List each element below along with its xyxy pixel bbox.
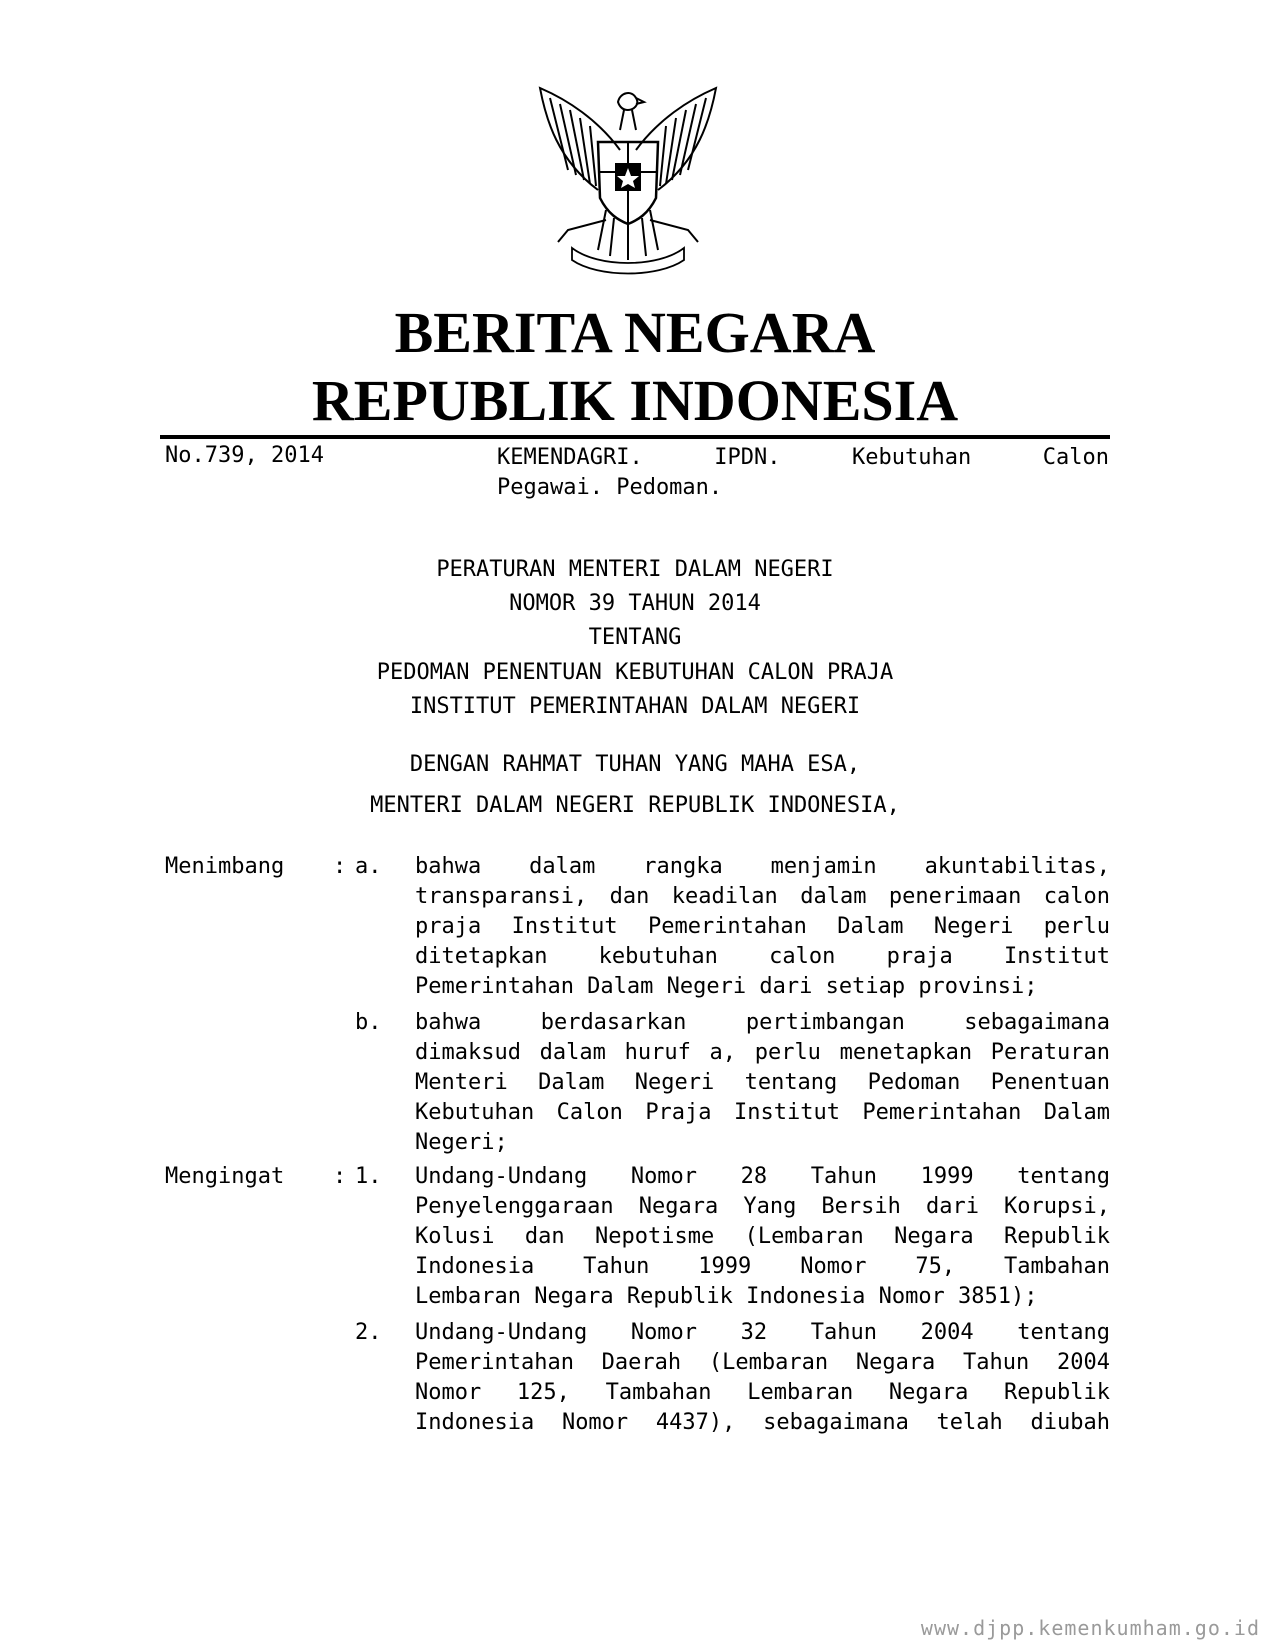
section-colon: :: [333, 1164, 347, 1189]
clause-line: Indonesia Nomor 4437), sebagaimana telah diubah: [415, 1410, 1110, 1435]
clause-line: dimaksud dalam huruf a, perlu menetapkan Peraturan: [415, 1040, 1110, 1065]
clause-line: Undang-Undang Nomor 32 Tahun 2004 tentang: [415, 1320, 1110, 1345]
clause-line: Lembaran Negara Republik Indonesia Nomor 3851);: [415, 1284, 1038, 1309]
clause-line: transparansi, dan keadilan dalam penerimaan calon: [415, 884, 1110, 909]
gazette-subject: [497, 443, 1109, 503]
clause-line: Kolusi dan Nepotisme (Lembaran Negara Republik: [415, 1224, 1110, 1249]
clause-line: Negeri;: [415, 1130, 508, 1155]
clause-mark: 1.: [355, 1164, 382, 1189]
subject-word: IPDN.: [714, 445, 781, 470]
regulation-about: TENTANG: [588, 625, 682, 650]
footer-url: www.djpp.kemenkumham.go.id: [920, 1616, 1260, 1640]
section-label-menimbang: Menimbang: [165, 854, 285, 879]
clause-line: Penyelenggaraan Negara Yang Bersih dari Korupsi,: [415, 1194, 1110, 1219]
clause-line: Menteri Dalam Negeri tentang Pedoman Penentuan: [415, 1070, 1110, 1095]
clause-line: bahwa berdasarkan pertimbangan sebagaimana: [415, 1010, 1110, 1035]
subject-word: Calon: [1042, 445, 1109, 470]
regulation-title: PERATURAN MENTERI DALAM NEGERI: [436, 557, 834, 582]
section-label-mengingat: Mengingat: [165, 1164, 285, 1189]
clause-line: bahwa dalam rangka menjamin akuntabilitas,: [415, 854, 1110, 879]
subject-word: Kebutuhan: [852, 445, 972, 470]
header-divider: [160, 435, 1110, 439]
garuda-emblem-icon: [528, 80, 728, 276]
clause-line: Pemerintahan Dalam Negeri dari setiap provinsi;: [415, 974, 1038, 999]
clause-line: Undang-Undang Nomor 28 Tahun 1999 tentang: [415, 1164, 1110, 1189]
subject-line1: [497, 443, 1109, 473]
clause-mark: b.: [355, 1010, 382, 1035]
clause-mark: a.: [355, 854, 382, 879]
clause-text: [415, 1008, 1110, 1158]
clause-line: Nomor 125, Tambahan Lembaran Negara Republik: [415, 1380, 1110, 1405]
section-colon: :: [333, 854, 347, 879]
clause-line: praja Institut Pemerintahan Dalam Negeri perlu: [415, 914, 1110, 939]
clause-text: [415, 1318, 1110, 1438]
regulation-subject-line2: INSTITUT PEMERINTAHAN DALAM NEGERI: [409, 694, 861, 719]
clause-line: Indonesia Tahun 1999 Nomor 75, Tambahan: [415, 1254, 1110, 1279]
clause-line: ditetapkan kebutuhan calon praja Institut: [415, 944, 1110, 969]
clause-line: Pemerintahan Daerah (Lembaran Negara Tahun 2004: [415, 1350, 1110, 1375]
clause-text: [415, 1162, 1110, 1312]
gazette-number: No.739, 2014: [165, 443, 324, 468]
clause-mark: 2.: [355, 1320, 382, 1345]
clause-line: Kebutuhan Calon Praja Institut Pemerintahan Dalam: [415, 1100, 1110, 1125]
regulation-subject-line1: PEDOMAN PENENTUAN KEBUTUHAN CALON PRAJA: [376, 660, 894, 685]
clause-text: [415, 852, 1110, 1002]
invocation: DENGAN RAHMAT TUHAN YANG MAHA ESA,: [409, 752, 861, 777]
regulation-number: NOMOR 39 TAHUN 2014: [509, 591, 761, 616]
masthead-line1: BERITA NEGARA: [394, 300, 876, 365]
masthead-line2: REPUBLIK INDONESIA: [311, 368, 959, 433]
issuer: MENTERI DALAM NEGERI REPUBLIK INDONESIA,: [370, 793, 900, 818]
subject-line2: Pegawai. Pedoman.: [497, 475, 723, 500]
subject-word: KEMENDAGRI.: [497, 445, 643, 470]
